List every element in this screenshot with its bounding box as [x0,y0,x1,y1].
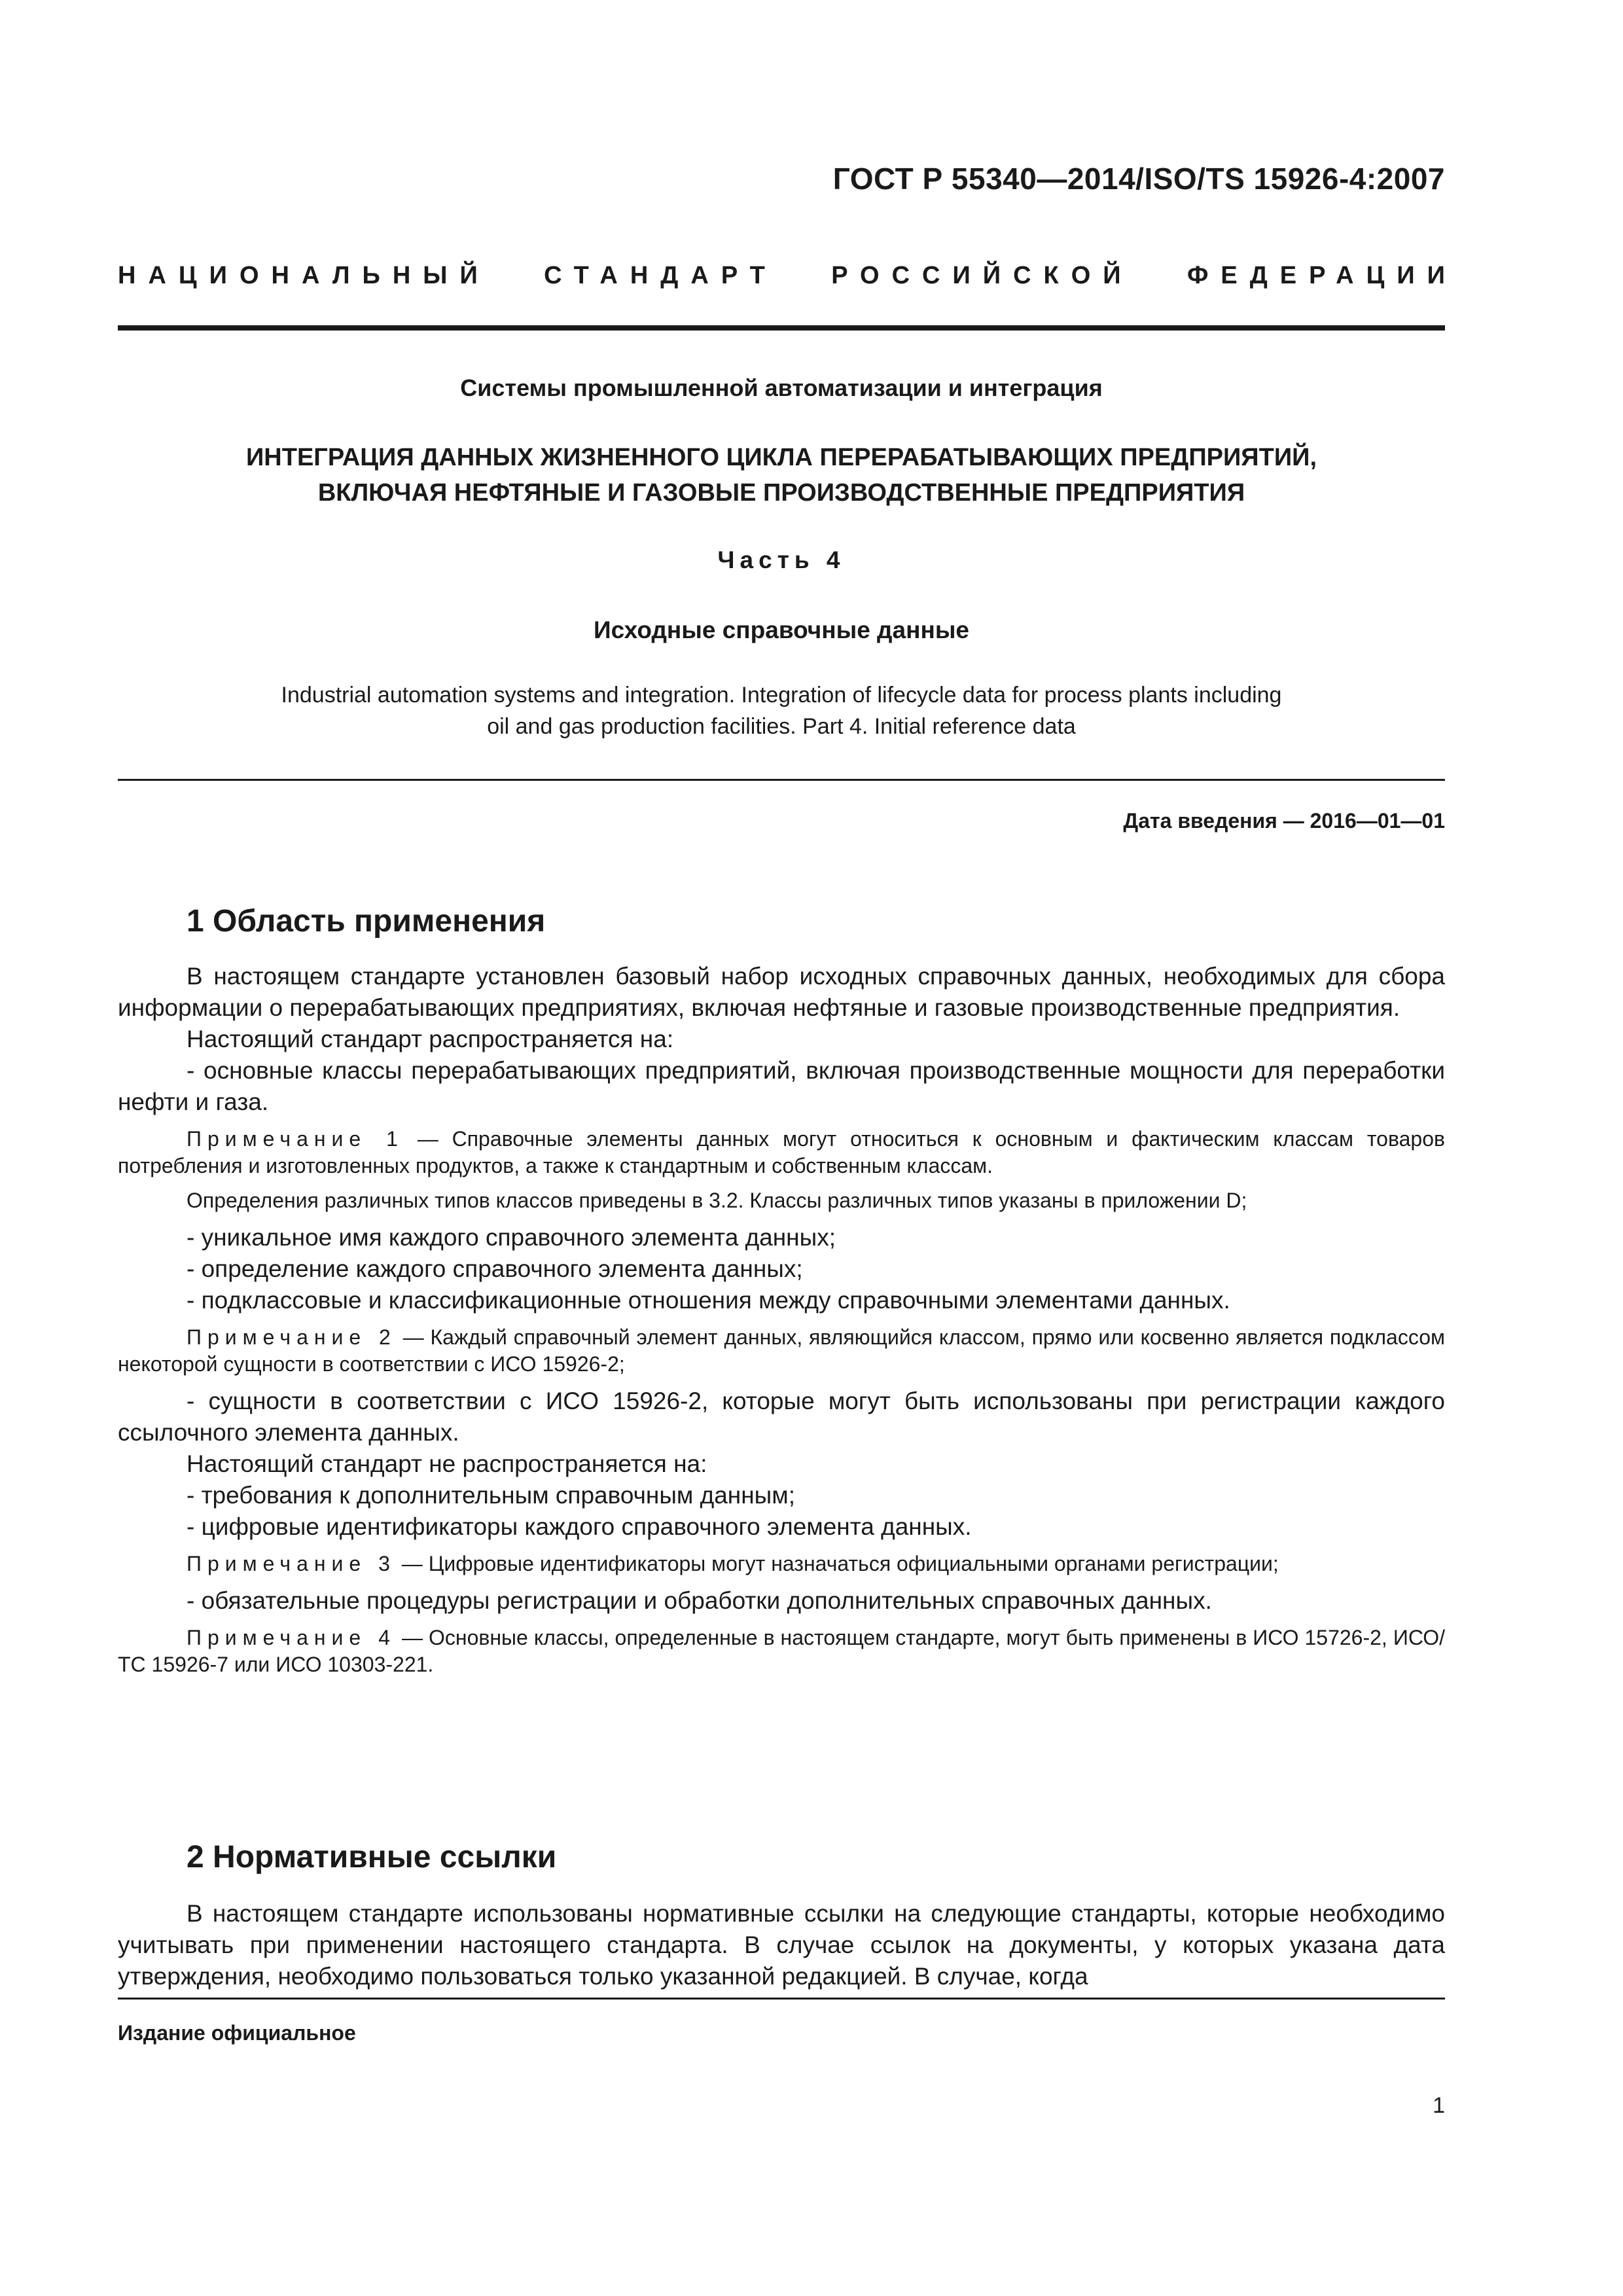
note-label: Примечание 4 [187,1626,397,1649]
part-subtitle: Исходные справочные данные [593,617,969,643]
edition-label: Издание официальное [118,2021,356,2045]
note [118,1551,1445,1577]
system-title: Системы промышленной автоматизации и интеграция [460,374,1103,401]
list-item: - требования к дополнительным справочным данным; [187,1482,795,1509]
note [118,1624,1445,1678]
list-item: - подклассовые и классификационные отношения между справочными элементами данных. [187,1287,1230,1314]
note [118,1324,1445,1378]
section-heading: 1 Область применения [187,904,546,939]
section-heading: 2 Нормативные ссылки [187,1840,557,1874]
english-title [118,679,1445,742]
list-item: - определение каждого справочного элемента данных; [187,1255,803,1282]
page-number: 1 [1433,2093,1445,2118]
list-item: - обязательные процедуры регистрации и обработки дополнительных справочных данных. [187,1587,1212,1614]
note-text: — Основные классы, определенные в настоящем стандарте, могут быть применены в ИСО 15726-2, ИСО/ТС 15926-7 или ИСО 10303-221. [118,1626,1446,1676]
paragraph: В настоящем стандарте использованы нормативные ссылки на следующие стандарты, которые необходимо учитывать при применении настоящего стандарта. В случае ссылок на документы, у которых указана дата утверждения, необходимо пользоваться только указанной редакцией. В случае, когда [118,1900,1445,1990]
section-1-body [118,961,1445,1686]
section-2-body [118,1898,1445,1992]
national-word: ФЕДЕРАЦИИ [1186,262,1457,289]
footer-divider [118,1998,1445,2000]
english-title-line: oil and gas production facilities. Part 4. Initial reference data [487,714,1076,739]
national-word: СТАНДАРТ [544,262,777,289]
list-item: - уникальное имя каждого справочного элемента данных; [187,1224,836,1251]
list-item: - сущности в соответствии с ИСО 15926-2, которые могут быть использованы при регистрации каждого ссылочного элемента данных. [118,1388,1445,1446]
introduction-date: Дата введения — 2016—01—01 [1123,809,1445,833]
national-standard-heading [118,262,1457,290]
standard-designation: ГОСТ Р 55340—2014/ISO/TS 15926-4:2007 [832,162,1445,196]
note-text: — Каждый справочный элемент данных, являющийся классом, прямо или косвенно является подклассом некоторой сущности в соответствии с ИСО 15926-2; [118,1325,1446,1376]
main-title [118,440,1445,511]
note [118,1126,1445,1179]
note-label: Примечание 3 [187,1552,396,1575]
note-text: — Цифровые идентификаторы могут назначаться официальными органами регистрации; [395,1552,1279,1575]
part-label: Часть 4 [717,547,846,573]
paragraph: В настоящем стандарте установлен базовый набор исходных справочных данных, необходимых для сбора информации о перерабатывающих предприятиях, включая нефтяные и газовые производственные предприятия. [118,963,1445,1021]
main-title-line: ВКЛЮЧАЯ НЕФТЯНЫЕ И ГАЗОВЫЕ ПРОИЗВОДСТВЕННЫЕ ПРЕДПРИЯТИЯ [317,479,1245,507]
english-title-line: Industrial automation systems and integration. Integration of lifecycle data for process plants including [281,683,1282,708]
national-word: НАЦИОНАЛЬНЫЙ [118,262,490,289]
list-item: - основные классы перерабатывающих предприятий, включая производственные мощности для переработки нефти и газа. [118,1057,1445,1115]
paragraph: Настоящий стандарт не распространяется на: [187,1450,707,1477]
header-divider [118,325,1445,331]
paragraph: Настоящий стандарт распространяется на: [187,1026,674,1052]
title-divider [118,779,1445,781]
note-continuation: Определения различных типов классов приведены в 3.2. Классы различных типов указаны в приложении D; [187,1189,1247,1212]
main-title-line: ИНТЕГРАЦИЯ ДАННЫХ ЖИЗНЕННОГО ЦИКЛА ПЕРЕРАБАТЫВАЮЩИХ ПРЕДПРИЯТИЙ, [245,444,1317,471]
note-label: Примечание 2 [187,1325,397,1349]
note-label: Примечание 1 [187,1127,404,1151]
list-item: - цифровые идентификаторы каждого справочного элемента данных. [187,1513,972,1540]
national-word: РОССИЙСКОЙ [831,262,1133,289]
note-text: — Справочные элементы данных могут относиться к основным и фактическим классам товаров потребления и изготовленных продуктов, а также к стандартным и собственным классам. [118,1127,1446,1177]
